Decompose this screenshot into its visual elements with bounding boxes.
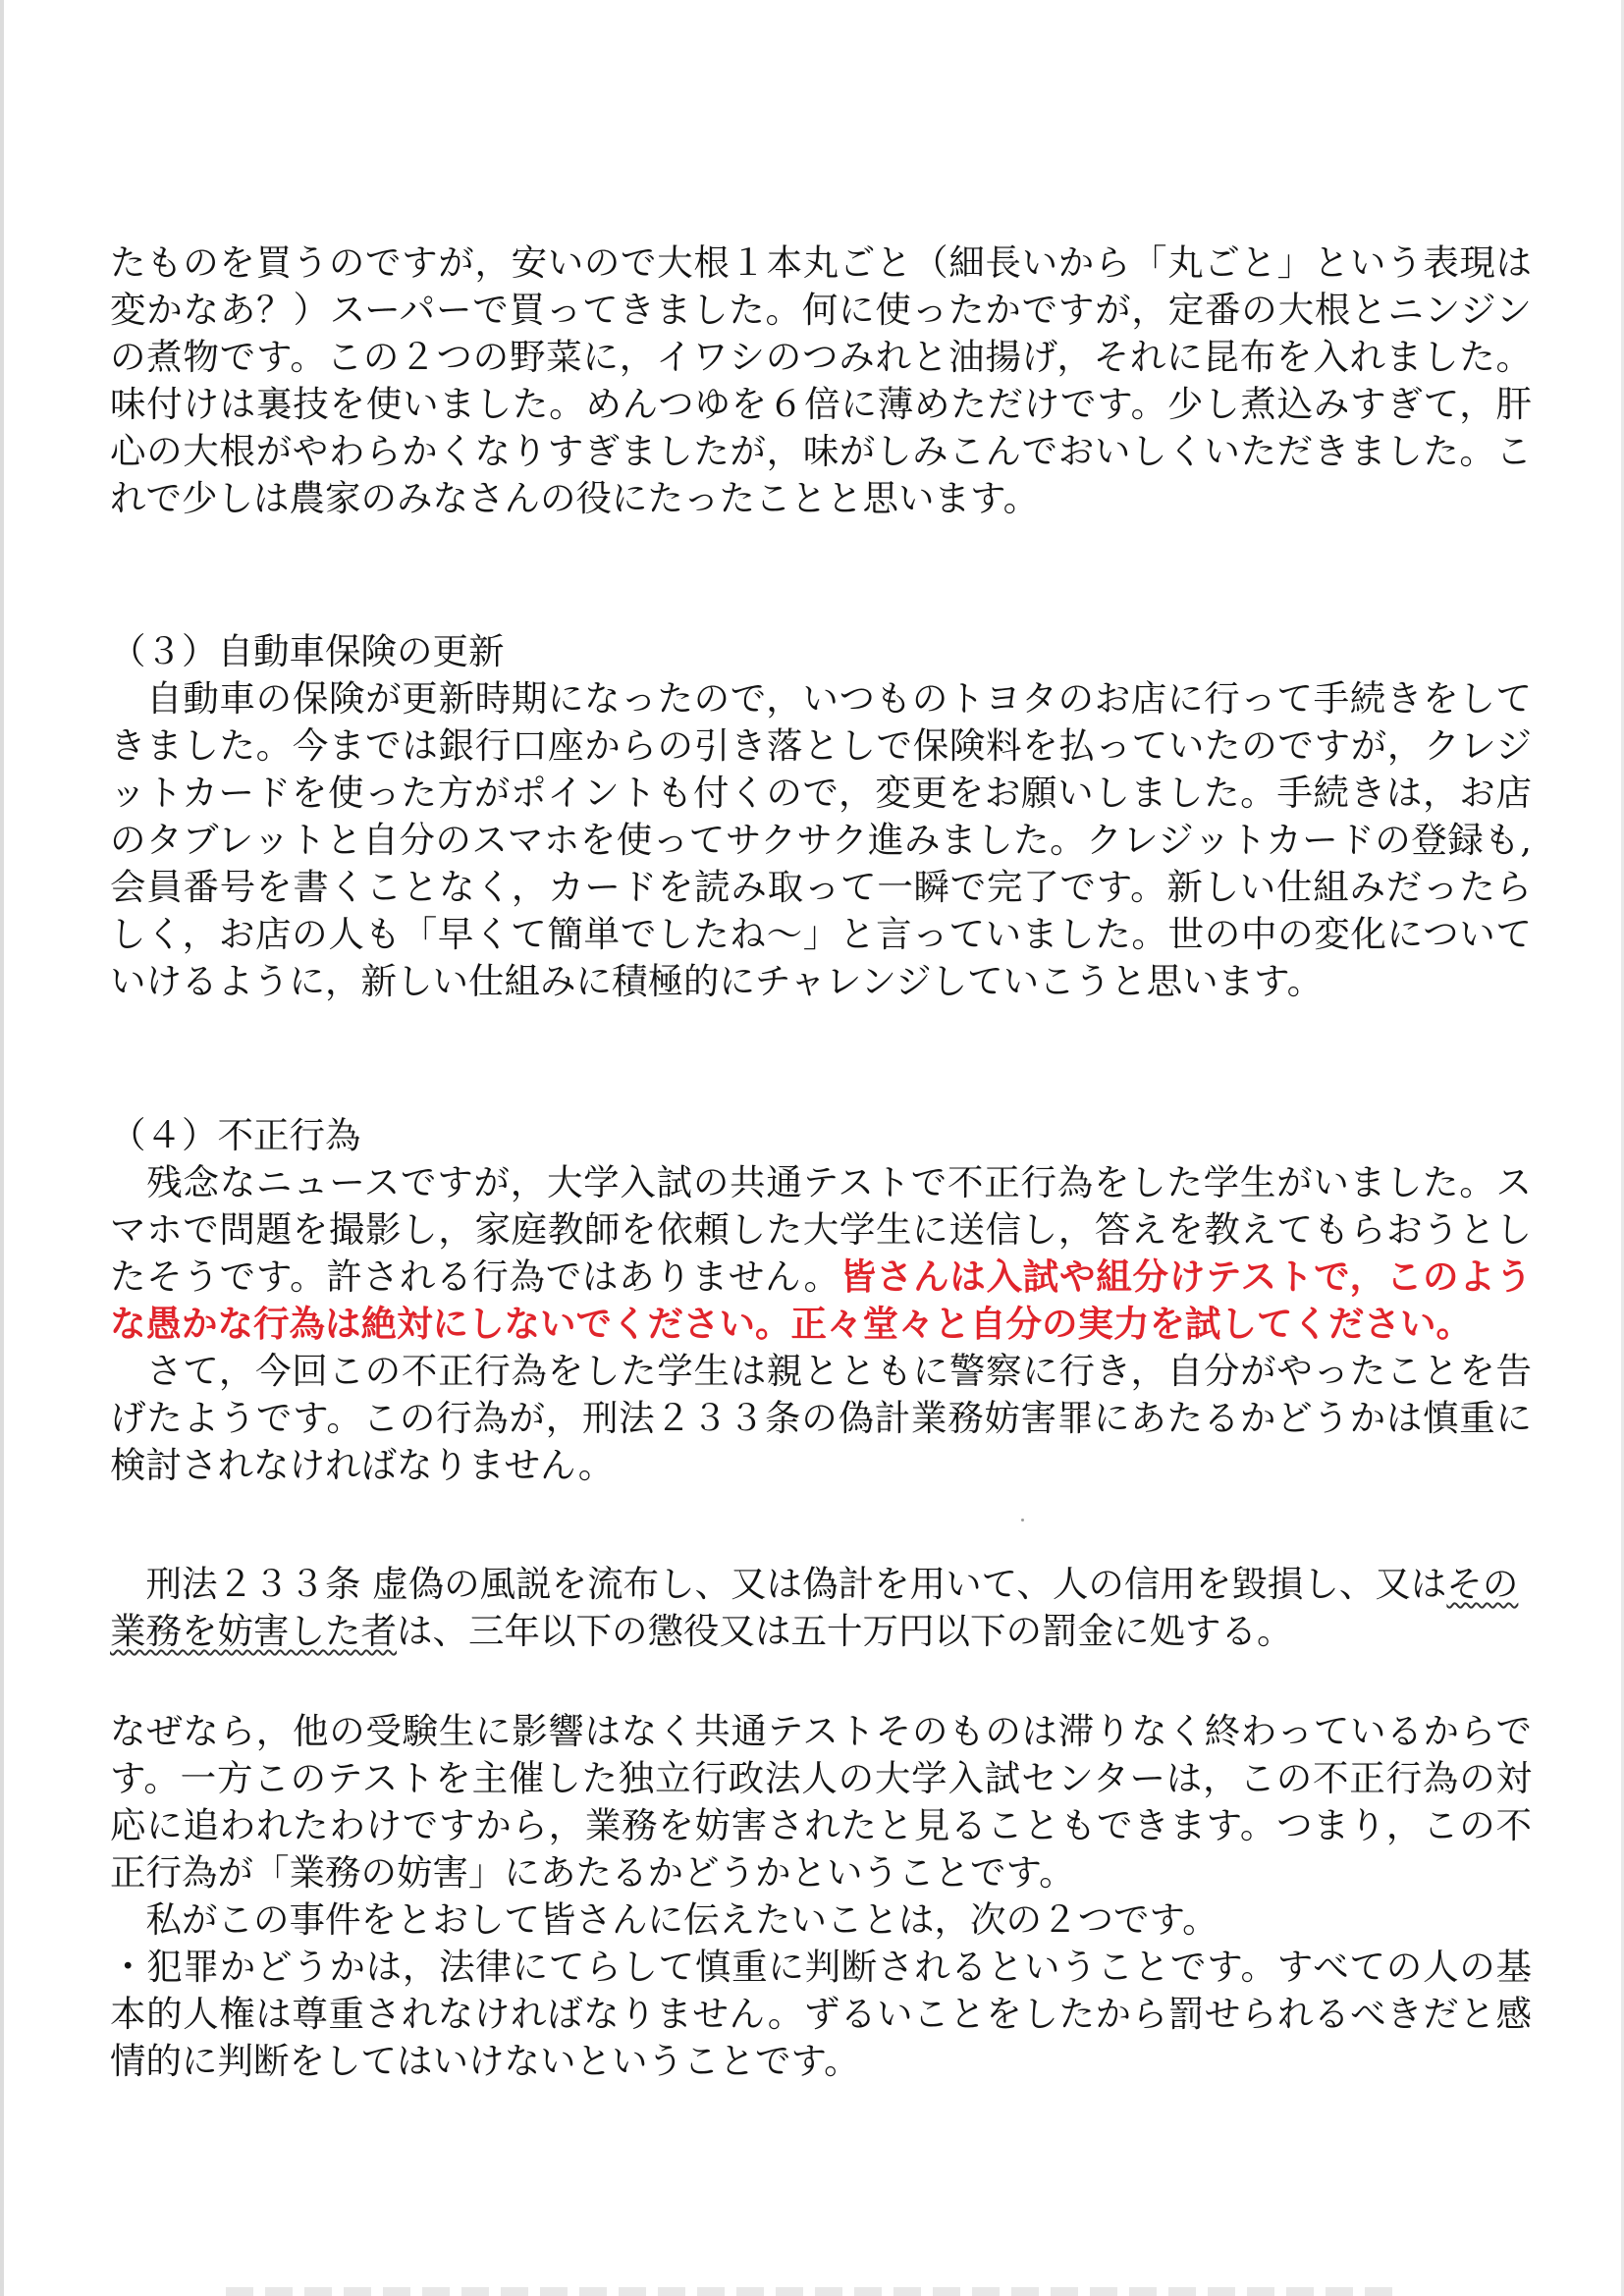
emphasis-text: 皆さんは入試や組分けテストで，このよう (839, 1255, 1532, 1298)
section-heading: （４）不正行為 (110, 1114, 361, 1156)
paragraph-line: いけるように，新しい仕組みに積極的にチャレンジしていこうと思います。 (110, 960, 1324, 1002)
plain-text: 刑法２３３条 虚偽の風説を流布し、又は偽計を用いて、人の信用を毀損し、又は (110, 1563, 1447, 1605)
paragraph-line: 心の大根がやわらかくなりすぎましたが，味がしみこんでおいしくいただきました。こ (110, 430, 1532, 472)
paragraph-line: 本的人権は尊重されなければなりません。ずるいことをしたから罰せられるべきだと感 (110, 1993, 1532, 2035)
scan-bleed-through (226, 2287, 1404, 2296)
paragraph-line: ・犯罪かどうかは，法律にてらして慎重に判断されるということです。すべての人の基 (110, 1946, 1532, 1988)
paragraph-line: 味付けは裏技を使いました。めんつゆを６倍に薄めただけです。少し煮込みすぎて，肝 (110, 383, 1532, 425)
paragraph-line: 正行為が「業務の妨害」にあたるかどうかということです。 (110, 1851, 1075, 1894)
paragraph-line: げたようです。この行為が，刑法２３３条の偽計業務妨害罪にあたるかどうかは慎重に (110, 1397, 1532, 1439)
paragraph-line: の煮物です。この２つの野菜に，イワシのつみれと油揚げ，それに昆布を入れました。 (110, 336, 1532, 378)
paragraph-line: なぜなら，他の受験生に影響はなく共通テストそのものは滞りなく終わっているからで (110, 1710, 1532, 1752)
paragraph-line: 応に追われたわけですから，業務を妨害されたと見ることもできます。つまり，この不 (110, 1804, 1532, 1846)
plain-text: たそうです。許される行為ではありません。 (110, 1255, 840, 1298)
paragraph-line: 残念なニュースですが，大学入試の共通テストで不正行為をした学生がいました。ス (110, 1161, 1532, 1203)
paragraph-line: 会員番号を書くことなく，カードを読み取って一瞬で完了です。新しい仕組みだったら (110, 866, 1532, 908)
paragraph-line: れで少しは農家のみなさんの役にたったことと思います。 (110, 477, 1040, 519)
plain-text: は、三年以下の懲役又は五十万円以下の罰金に処する。 (397, 1610, 1293, 1652)
paragraph-line: しく，お店の人も「早くて簡単でしたね～」と言っていました。世の中の変化について (110, 913, 1532, 955)
paragraph-line: 情的に判断をしてはいけないということです。 (110, 2040, 860, 2082)
paragraph-line: 変かなあ？）スーパーで買ってきました。何に使ったかですが，定番の大根とニンジン (110, 289, 1532, 331)
underlined-text: その (1446, 1563, 1519, 1605)
paragraph-line: きました。今までは銀行口座からの引き落としで保険料を払っていたのですが，クレジ (110, 724, 1532, 767)
scan-speck (1021, 1519, 1024, 1522)
paragraph-line: 検討されなければなりません。 (110, 1444, 615, 1486)
paragraph-line: ットカードを使った方がポイントも付くので，変更をお願いしました。手続きは，お店 (110, 772, 1532, 814)
quote-line (110, 1561, 1532, 1608)
paragraph-line (110, 1301, 1532, 1348)
paragraph-line: 私がこの事件をとおして皆さんに伝えたいことは，次の２つです。 (110, 1898, 1218, 1941)
paragraph-line: たものを買うのですが，安いので大根１本丸ごと（細長いから「丸ごと」という表現は (110, 241, 1532, 284)
underlined-text: 業務を妨害した者 (110, 1610, 397, 1652)
quote-line (110, 1608, 1532, 1655)
scan-left-edge (0, 0, 4, 2296)
paragraph-line: マホで問題を撮影し，家庭教師を依頼した大学生に送信し，答えを教えてもらおうとし (110, 1208, 1532, 1251)
paragraph-line (110, 1254, 1532, 1301)
paragraph-line: す。一方このテストを主催した独立行政法人の大学入試センターは，この不正行為の対 (110, 1757, 1532, 1799)
paragraph-line: 自動車の保険が更新時期になったので，いつものトヨタのお店に行って手続きをして (110, 677, 1532, 720)
paragraph-line: さて，今回この不正行為をした学生は親とともに警察に行き，自分がやったことを告 (110, 1350, 1532, 1392)
emphasis-text: な愚かな行為は絶対にしないでください。正々堂々と自分の実力を試してください。 (110, 1303, 1472, 1345)
section-heading: （３）自動車保険の更新 (110, 630, 505, 672)
paragraph-line: のタブレットと自分のスマホを使ってサクサク進みました。クレジットカードの登録も, (110, 819, 1532, 861)
